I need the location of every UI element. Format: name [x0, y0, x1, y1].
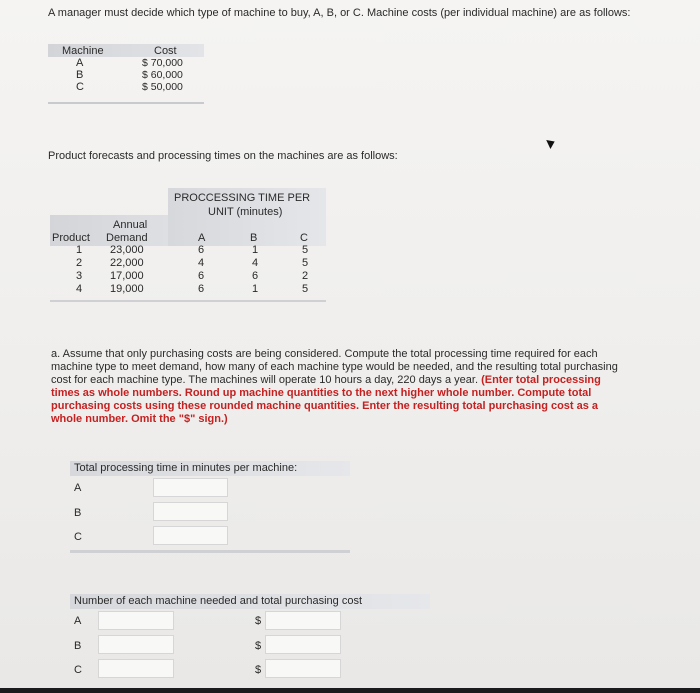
- machine-qty-c-input[interactable]: [98, 659, 174, 678]
- box2-label-a: A: [74, 615, 82, 627]
- forecast-text: Product forecasts and processing times on the machines are as follows:: [48, 150, 398, 162]
- machine-qty-a-input[interactable]: [98, 611, 174, 630]
- time-b-cell: 1: [252, 244, 259, 256]
- cost-row-value: $ 60,000: [142, 69, 183, 81]
- annual-header: Annual: [113, 219, 148, 231]
- machine-header: Machine: [62, 45, 104, 57]
- processing-time-box-title: Total processing time in minutes per machine:: [70, 461, 350, 476]
- dollar-sign-a: $: [255, 615, 262, 627]
- mouse-pointer-icon: [546, 137, 557, 149]
- time-c-cell: 2: [302, 270, 309, 282]
- product-cell: 3: [76, 270, 83, 282]
- time-a-cell: 6: [198, 283, 205, 295]
- time-a-cell: 4: [198, 257, 205, 269]
- product-cell: 1: [76, 244, 83, 256]
- col-header-b: B: [250, 232, 258, 244]
- question-a-body: a. Assume that only purchasing costs are being considered. Compute the total processing time required for each machine type to meet demand, how many of each machine type would be needed, and the resulting total purchasing cost for each machine type. The machines will operate 10 hours a day, 220 days a year.: [51, 348, 618, 386]
- time-c-cell: 5: [302, 283, 309, 295]
- processing-table-bottom-rule: [50, 300, 326, 302]
- cost-row-value: $ 70,000: [142, 57, 183, 69]
- processing-time-a-input[interactable]: [153, 478, 228, 497]
- cost-row-machine: A: [76, 57, 84, 69]
- intro-text: A manager must decide which type of machine to buy, A, B, or C. Machine costs (per individual machine) are as follows:: [48, 7, 631, 19]
- question-a-text: [51, 348, 621, 426]
- machine-cost-table: [48, 44, 204, 104]
- time-c-cell: 5: [302, 257, 309, 269]
- demand-cell: 19,000: [110, 283, 144, 295]
- cost-row-machine: B: [76, 69, 84, 81]
- demand-cell: 17,000: [110, 270, 144, 282]
- box2-label-b: B: [74, 640, 82, 652]
- purchase-cost-b-input[interactable]: [265, 635, 341, 654]
- box1-label-b: B: [74, 507, 82, 519]
- processing-time-subheader: UNIT (minutes): [208, 206, 283, 218]
- col-header-c: C: [300, 232, 308, 244]
- product-cell: 4: [76, 283, 83, 295]
- demand-header: Demand: [106, 232, 148, 244]
- time-b-cell: 6: [252, 270, 259, 282]
- time-a-cell: 6: [198, 244, 205, 256]
- processing-time-b-input[interactable]: [153, 502, 228, 521]
- question-a-instruction: (Enter total processing times as whole numbers. Round up machine quantities to the next higher whole number. Compute total purchasing costs using these rounded machine quantities. Enter the resulting total purchasing cost as a whole number. Omit the "$" sign.): [51, 374, 601, 425]
- product-header: Product: [52, 232, 90, 244]
- dollar-sign-b: $: [255, 640, 262, 652]
- machine-cost-box-title: Number of each machine needed and total purchasing cost: [70, 594, 430, 609]
- processing-time-table: [50, 188, 326, 313]
- processing-box-bottom-rule: [70, 550, 350, 553]
- product-cell: 2: [76, 257, 83, 269]
- time-b-cell: 4: [252, 257, 259, 269]
- time-a-cell: 6: [198, 270, 205, 282]
- col-header-a: A: [198, 232, 206, 244]
- cost-header: Cost: [154, 45, 177, 57]
- box1-label-a: A: [74, 482, 82, 494]
- cost-table-bottom-rule: [48, 102, 204, 104]
- machine-qty-b-input[interactable]: [98, 635, 174, 654]
- box1-label-c: C: [74, 531, 82, 543]
- time-b-cell: 1: [252, 283, 259, 295]
- processing-time-c-input[interactable]: [153, 526, 228, 545]
- cost-row-value: $ 50,000: [142, 81, 183, 93]
- screen-bottom-edge: [0, 688, 700, 693]
- demand-cell: 23,000: [110, 244, 144, 256]
- purchase-cost-a-input[interactable]: [265, 611, 341, 630]
- time-c-cell: 5: [302, 244, 309, 256]
- dollar-sign-c: $: [255, 664, 262, 676]
- purchase-cost-c-input[interactable]: [265, 659, 341, 678]
- cost-row-machine: C: [76, 81, 84, 93]
- demand-cell: 22,000: [110, 257, 144, 269]
- processing-time-header: PROCCESSING TIME PER: [174, 192, 311, 204]
- box2-label-c: C: [74, 664, 82, 676]
